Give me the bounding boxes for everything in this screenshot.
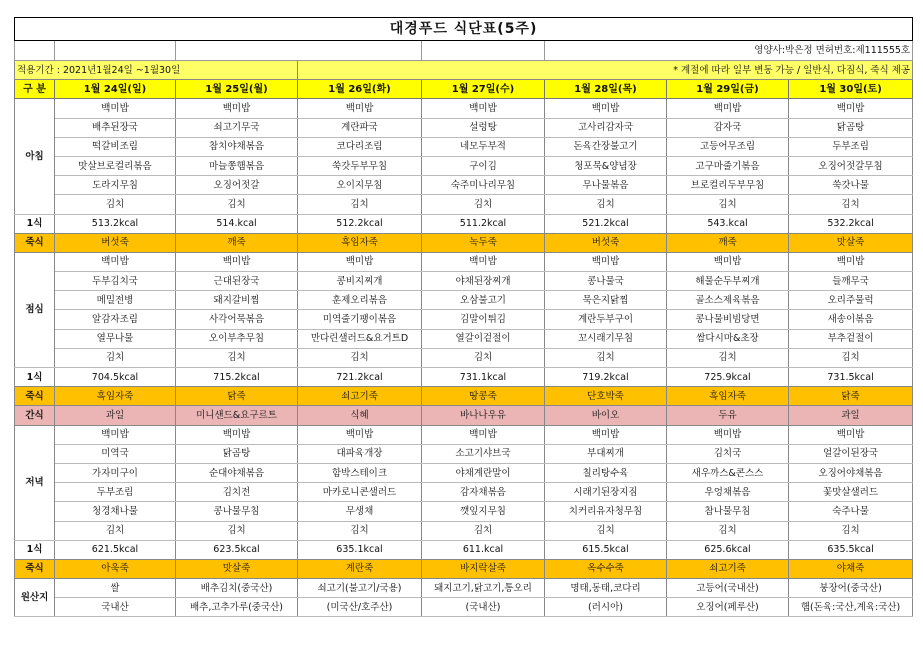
menu-cell: 꽃맛살샐러드 xyxy=(789,483,913,502)
menu-cell: 512.2kcal xyxy=(298,214,422,233)
snack-label: 간식 xyxy=(15,406,55,425)
menu-cell: 깨죽 xyxy=(667,233,789,252)
menu-cell: 쇠고기(불고기/국용) xyxy=(298,579,422,598)
menu-row xyxy=(15,137,913,156)
menu-cell: 맛살죽 xyxy=(176,559,298,578)
menu-cell: 704.5kcal xyxy=(55,368,176,387)
menu-cell: 콩나물비빔당면 xyxy=(667,310,789,329)
menu-cell: 네모두부적 xyxy=(422,137,545,156)
menu-cell: 구이김 xyxy=(422,156,545,175)
menu-cell: 감자채볶음 xyxy=(422,483,545,502)
menu-cell: 쑥갓두부무침 xyxy=(298,156,422,175)
menu-cell: 김치국 xyxy=(667,444,789,463)
menu-cell: 무생채 xyxy=(298,502,422,521)
menu-row xyxy=(15,444,913,463)
menu-cell: 백미밥 xyxy=(298,252,422,271)
menu-cell: 가자미구이 xyxy=(55,463,176,482)
menu-cell: 오징어젓갈 xyxy=(176,176,298,195)
menu-cell: 부대찌개 xyxy=(545,444,667,463)
menu-cell: 635.1kcal xyxy=(298,540,422,559)
menu-cell: 해물순두부찌개 xyxy=(667,272,789,291)
menu-cell: 숙주나물 xyxy=(789,502,913,521)
menu-row xyxy=(15,272,913,291)
menu-cell: 순대야채볶음 xyxy=(176,463,298,482)
menu-row xyxy=(15,463,913,482)
menu-cell: 콩나물국 xyxy=(545,272,667,291)
menu-cell: 721.2kcal xyxy=(298,368,422,387)
menu-cell: 백미밥 xyxy=(422,425,545,444)
menu-cell: 감자국 xyxy=(667,118,789,137)
menu-cell: 백미밥 xyxy=(667,99,789,118)
menu-cell: 알감자조림 xyxy=(55,310,176,329)
menu-cell: 김치 xyxy=(176,348,298,367)
origin-label: 원산지 xyxy=(15,579,55,617)
menu-cell: 땅콩죽 xyxy=(422,387,545,406)
menu-cell: 떡갈비조림 xyxy=(55,137,176,156)
origin-row xyxy=(15,579,913,598)
menu-cell: 623.5kcal xyxy=(176,540,298,559)
menu-cell: 칠리탕수육 xyxy=(545,463,667,482)
menu-cell: 배추된장국 xyxy=(55,118,176,137)
day-header: 1월 30일(토) xyxy=(789,80,913,99)
menu-cell: 두부조림 xyxy=(789,137,913,156)
menu-cell: 흑임자죽 xyxy=(55,387,176,406)
menu-cell: 야채죽 xyxy=(789,559,913,578)
menu-cell: 532.2kcal xyxy=(789,214,913,233)
menu-cell: 바이오 xyxy=(545,406,667,425)
kcal-label: 1식 xyxy=(15,368,55,387)
menu-cell: 김치 xyxy=(789,348,913,367)
header-label: 구 분 xyxy=(15,80,55,99)
kcal-row xyxy=(15,368,913,387)
menu-cell: 만다린샐러드&요거트D xyxy=(298,329,422,348)
blank-cell xyxy=(15,41,55,61)
menu-cell: 백미밥 xyxy=(422,252,545,271)
menu-cell: 미역국 xyxy=(55,444,176,463)
menu-cell: 무나물볶음 xyxy=(545,176,667,195)
menu-cell: 소고기샤브국 xyxy=(422,444,545,463)
day-header: 1월 28일(목) xyxy=(545,80,667,99)
blank-cell xyxy=(55,41,176,61)
menu-cell: 오이부추무침 xyxy=(176,329,298,348)
menu-cell: 김치 xyxy=(55,521,176,540)
kcal-label: 1식 xyxy=(15,214,55,233)
menu-cell: 닭곰탕 xyxy=(789,118,913,137)
menu-cell: 두부김치국 xyxy=(55,272,176,291)
menu-row xyxy=(15,118,913,137)
menu-cell: 고등어무조림 xyxy=(667,137,789,156)
menu-row xyxy=(15,252,913,271)
menu-cell: 백미밥 xyxy=(422,99,545,118)
menu-cell: 열무나물 xyxy=(55,329,176,348)
menu-cell: 배추,고추가루(중국산) xyxy=(176,598,298,617)
menu-cell: 마카로니콘샐러드 xyxy=(298,483,422,502)
menu-cell: 김치 xyxy=(667,521,789,540)
menu-cell: 김치 xyxy=(422,521,545,540)
day-header: 1월 29일(금) xyxy=(667,80,789,99)
menu-row xyxy=(15,483,913,502)
menu-cell: 635.5kcal xyxy=(789,540,913,559)
menu-cell: 719.2kcal xyxy=(545,368,667,387)
sheet-title: 대경푸드 식단표(5주) xyxy=(15,18,913,41)
menu-cell: 버섯죽 xyxy=(55,233,176,252)
menu-cell: 오징어야채볶음 xyxy=(789,463,913,482)
menu-cell: 청포묵&양념장 xyxy=(545,156,667,175)
menu-cell: 닭곰탕 xyxy=(176,444,298,463)
menu-cell: 511.2kcal xyxy=(422,214,545,233)
menu-cell: 근대된장국 xyxy=(176,272,298,291)
menu-cell: 계란파국 xyxy=(298,118,422,137)
blank-cell xyxy=(176,41,422,61)
menu-row xyxy=(15,310,913,329)
menu-cell: 쇠고기무국 xyxy=(176,118,298,137)
menu-cell: 들깨무국 xyxy=(789,272,913,291)
menu-cell: 참치야채볶음 xyxy=(176,137,298,156)
menu-cell: 명태,동태,코다리 xyxy=(545,579,667,598)
menu-cell: 새송이볶음 xyxy=(789,310,913,329)
menu-cell: 단호박죽 xyxy=(545,387,667,406)
menu-cell: 725.9kcal xyxy=(667,368,789,387)
menu-cell: 오리주물럭 xyxy=(789,291,913,310)
menu-cell: 김치전 xyxy=(176,483,298,502)
menu-cell: 백미밥 xyxy=(176,252,298,271)
menu-cell: 맛살죽 xyxy=(789,233,913,252)
menu-cell: (러시아) xyxy=(545,598,667,617)
menu-cell: 붕장어(중국산) xyxy=(789,579,913,598)
kcal-row xyxy=(15,540,913,559)
menu-cell: 백미밥 xyxy=(55,99,176,118)
origin-row xyxy=(15,598,913,617)
menu-table xyxy=(14,17,913,617)
menu-cell: 731.1kcal xyxy=(422,368,545,387)
menu-cell: 백미밥 xyxy=(545,425,667,444)
menu-cell: 미역줄기팽이볶음 xyxy=(298,310,422,329)
menu-cell: 훈제오리볶음 xyxy=(298,291,422,310)
menu-cell: 514.kcal xyxy=(176,214,298,233)
meal-label-lunch: 점심 xyxy=(15,252,55,367)
menu-cell: 국내산 xyxy=(55,598,176,617)
dietitian-info: 영양사:박은정 면허번호:제111555호 xyxy=(545,41,913,61)
menu-cell: 김치 xyxy=(667,348,789,367)
menu-cell: 김치 xyxy=(298,521,422,540)
menu-cell: 백미밥 xyxy=(667,252,789,271)
menu-note: * 계절에 따라 일부 변동 가능 / 일반식, 다짐식, 죽식 제공 xyxy=(298,61,913,80)
menu-cell: 설렁탕 xyxy=(422,118,545,137)
menu-cell: 625.6kcal xyxy=(667,540,789,559)
menu-cell: 쇠고기죽 xyxy=(298,387,422,406)
menu-cell: 버섯죽 xyxy=(545,233,667,252)
menu-cell: 고사리감자국 xyxy=(545,118,667,137)
menu-cell: 김치 xyxy=(176,195,298,214)
menu-cell: 야채계란말이 xyxy=(422,463,545,482)
menu-cell: 과일 xyxy=(789,406,913,425)
menu-cell: 쇠고기죽 xyxy=(667,559,789,578)
menu-cell: 옥수수죽 xyxy=(545,559,667,578)
menu-cell: 참나물무침 xyxy=(667,502,789,521)
menu-cell: 두부조림 xyxy=(55,483,176,502)
kcal-row xyxy=(15,214,913,233)
menu-cell: 마늘쫑햄볶음 xyxy=(176,156,298,175)
menu-cell: 고등어(국내산) xyxy=(667,579,789,598)
menu-cell: 코다리조림 xyxy=(298,137,422,156)
menu-cell: 닭죽 xyxy=(789,387,913,406)
menu-cell: 깨죽 xyxy=(176,233,298,252)
menu-row xyxy=(15,195,913,214)
day-header-row xyxy=(15,80,913,99)
menu-cell: 백미밥 xyxy=(789,425,913,444)
meal-label-dinner: 저녁 xyxy=(15,425,55,540)
menu-row xyxy=(15,521,913,540)
menu-cell: 새우까스&콘스스 xyxy=(667,463,789,482)
menu-cell: 꼬시래기무침 xyxy=(545,329,667,348)
menu-cell: 부추겉절이 xyxy=(789,329,913,348)
menu-cell: 731.5kcal xyxy=(789,368,913,387)
menu-cell: 김치 xyxy=(55,348,176,367)
menu-cell: 오징어(페루산) xyxy=(667,598,789,617)
menu-cell: 치커리유자청무침 xyxy=(545,502,667,521)
porridge-label: 죽식 xyxy=(15,387,55,406)
menu-cell: 김치 xyxy=(789,521,913,540)
menu-cell: 계란두부구이 xyxy=(545,310,667,329)
menu-cell: 고구마줄기볶음 xyxy=(667,156,789,175)
menu-cell: 시래기된장지짐 xyxy=(545,483,667,502)
menu-cell: 백미밥 xyxy=(298,99,422,118)
menu-cell: 콩나물무침 xyxy=(176,502,298,521)
porridge-row xyxy=(15,233,913,252)
menu-cell: 백미밥 xyxy=(789,252,913,271)
menu-cell: 715.2kcal xyxy=(176,368,298,387)
menu-cell: 미니샌드&요구르트 xyxy=(176,406,298,425)
porridge-row xyxy=(15,387,913,406)
menu-row xyxy=(15,99,913,118)
menu-cell: 백미밥 xyxy=(176,99,298,118)
menu-cell: 543.kcal xyxy=(667,214,789,233)
menu-row xyxy=(15,156,913,175)
day-header: 1월 26일(화) xyxy=(298,80,422,99)
menu-cell: 김치 xyxy=(55,195,176,214)
menu-sheet xyxy=(14,17,912,617)
menu-cell: 바지락살죽 xyxy=(422,559,545,578)
menu-cell: 백미밥 xyxy=(789,99,913,118)
menu-cell: 청경채나물 xyxy=(55,502,176,521)
menu-cell: 햄(돈육:국산,계육:국산) xyxy=(789,598,913,617)
menu-cell: 메밀전병 xyxy=(55,291,176,310)
menu-cell: 오징어젓갈무침 xyxy=(789,156,913,175)
menu-row xyxy=(15,425,913,444)
menu-cell: 김치 xyxy=(545,195,667,214)
menu-cell: 521.2kcal xyxy=(545,214,667,233)
menu-cell: 배추김치(중국산) xyxy=(176,579,298,598)
menu-cell: 흑임자죽 xyxy=(298,233,422,252)
menu-row xyxy=(15,291,913,310)
menu-cell: 백미밥 xyxy=(545,99,667,118)
menu-cell: 녹두죽 xyxy=(422,233,545,252)
blank-cell xyxy=(422,41,545,61)
menu-cell: 얼갈이된장국 xyxy=(789,444,913,463)
menu-cell: 야채된장찌개 xyxy=(422,272,545,291)
menu-row xyxy=(15,176,913,195)
menu-cell: 김치 xyxy=(176,521,298,540)
menu-cell: 열갈이겉절이 xyxy=(422,329,545,348)
menu-cell: 오이지무침 xyxy=(298,176,422,195)
snack-row xyxy=(15,406,913,425)
porridge-label: 죽식 xyxy=(15,559,55,578)
menu-cell: 우엉채볶음 xyxy=(667,483,789,502)
menu-cell: 함박스테이크 xyxy=(298,463,422,482)
menu-cell: 611.kcal xyxy=(422,540,545,559)
menu-cell: 백미밥 xyxy=(176,425,298,444)
menu-cell: 돈육간장불고기 xyxy=(545,137,667,156)
menu-cell: 김치 xyxy=(298,348,422,367)
day-header: 1월 27일(수) xyxy=(422,80,545,99)
porridge-label: 죽식 xyxy=(15,233,55,252)
menu-cell: 과일 xyxy=(55,406,176,425)
menu-cell: 사각어묵볶음 xyxy=(176,310,298,329)
menu-cell: 쌈다시마&초장 xyxy=(667,329,789,348)
menu-cell: 513.2kcal xyxy=(55,214,176,233)
menu-cell: (미국산/호주산) xyxy=(298,598,422,617)
menu-cell: 브로컬리두부무침 xyxy=(667,176,789,195)
menu-cell: 백미밥 xyxy=(55,252,176,271)
menu-cell: 쑥갓나물 xyxy=(789,176,913,195)
menu-cell: 골소스제육볶음 xyxy=(667,291,789,310)
menu-cell: 김치 xyxy=(545,348,667,367)
menu-row xyxy=(15,348,913,367)
menu-cell: 621.5kcal xyxy=(55,540,176,559)
menu-cell: (국내산) xyxy=(422,598,545,617)
menu-cell: 김말이튀김 xyxy=(422,310,545,329)
menu-cell: 백미밥 xyxy=(545,252,667,271)
menu-cell: 백미밥 xyxy=(55,425,176,444)
menu-cell: 묵은지닭찜 xyxy=(545,291,667,310)
menu-cell: 콩비지찌개 xyxy=(298,272,422,291)
menu-row xyxy=(15,329,913,348)
menu-cell: 김치 xyxy=(667,195,789,214)
menu-cell: 흑임자죽 xyxy=(667,387,789,406)
porridge-row xyxy=(15,559,913,578)
menu-cell: 615.5kcal xyxy=(545,540,667,559)
menu-cell: 대파육개장 xyxy=(298,444,422,463)
menu-cell: 돼지갈비찜 xyxy=(176,291,298,310)
menu-cell: 돼지고기,닭고기,통오리 xyxy=(422,579,545,598)
menu-cell: 맛살브로컬리볶음 xyxy=(55,156,176,175)
meal-label-breakfast: 아침 xyxy=(15,99,55,214)
menu-cell: 아욱죽 xyxy=(55,559,176,578)
menu-cell: 쌀 xyxy=(55,579,176,598)
menu-cell: 닭죽 xyxy=(176,387,298,406)
day-header: 1월 24일(일) xyxy=(55,80,176,99)
menu-cell: 오삼불고기 xyxy=(422,291,545,310)
menu-cell: 바나나우유 xyxy=(422,406,545,425)
menu-cell: 깻잎지무침 xyxy=(422,502,545,521)
period-info: 적용기간 : 2021년1월24일 ~1월30일 xyxy=(15,61,298,80)
day-header: 1월 25일(월) xyxy=(176,80,298,99)
menu-cell: 도라지무침 xyxy=(55,176,176,195)
kcal-label: 1식 xyxy=(15,540,55,559)
menu-cell: 김치 xyxy=(545,521,667,540)
menu-cell: 김치 xyxy=(422,195,545,214)
menu-cell: 김치 xyxy=(422,348,545,367)
menu-cell: 백미밥 xyxy=(667,425,789,444)
menu-cell: 백미밥 xyxy=(298,425,422,444)
menu-cell: 숙주미나리무침 xyxy=(422,176,545,195)
menu-cell: 김치 xyxy=(789,195,913,214)
menu-cell: 식혜 xyxy=(298,406,422,425)
menu-cell: 김치 xyxy=(298,195,422,214)
menu-row xyxy=(15,502,913,521)
menu-cell: 두유 xyxy=(667,406,789,425)
menu-cell: 계란죽 xyxy=(298,559,422,578)
